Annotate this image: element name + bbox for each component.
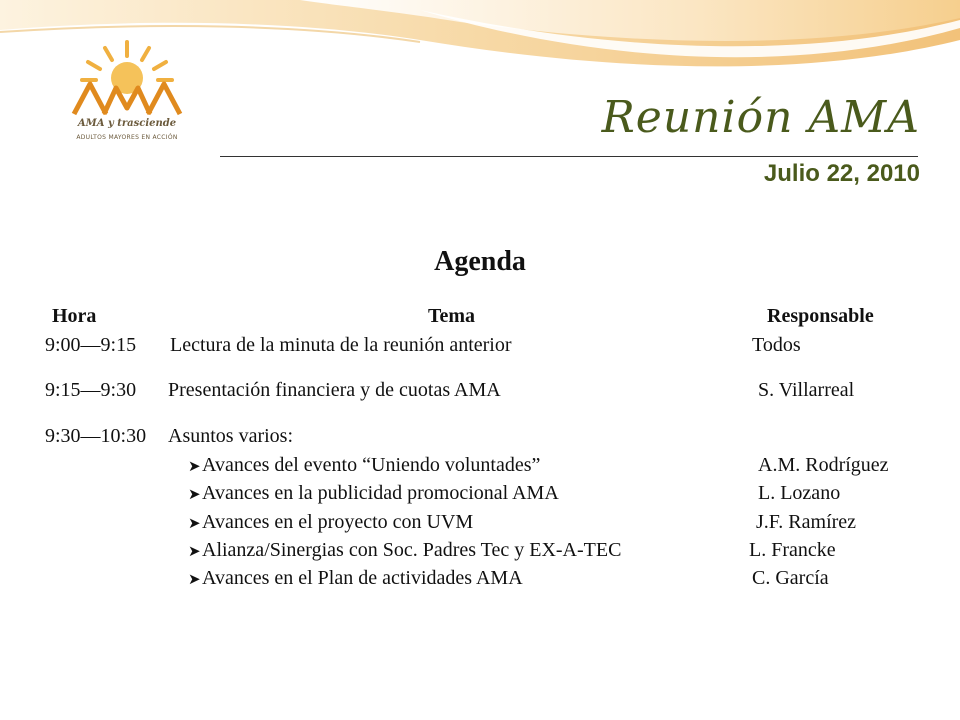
page-title: Reunión AMA bbox=[601, 92, 920, 143]
column-header-topic: Tema bbox=[428, 305, 476, 327]
agenda-time: 9:15—9:30 bbox=[45, 379, 137, 401]
arrow-bullet-icon: ➤ bbox=[188, 459, 201, 475]
meeting-date: Julio 22, 2010 bbox=[763, 160, 920, 187]
agenda-topic: Presentación financiera y de cuotas AMA bbox=[168, 379, 501, 401]
agenda-topic: Lectura de la minuta de la reunión anterior bbox=[170, 334, 512, 356]
agenda-time: 9:00—9:15 bbox=[45, 334, 137, 356]
subitem-topic: Alianza/Sinergias con Soc. Padres Tec y EX-A-TEC bbox=[202, 539, 622, 561]
sun-rays-icon bbox=[82, 42, 172, 94]
subitem-responsible: L. Lozano bbox=[758, 482, 841, 504]
column-header-responsible: Responsable bbox=[767, 305, 874, 327]
subitem-responsible: C. García bbox=[752, 567, 829, 589]
header-divider bbox=[220, 156, 918, 157]
subitem-topic: Avances en la publicidad promocional AMA bbox=[202, 482, 559, 504]
logo-brand-text: AMA y trasciende bbox=[77, 118, 177, 129]
agenda-time: 9:30—10:30 bbox=[45, 425, 147, 447]
logo-tagline: ADULTOS MAYORES EN ACCIÓN bbox=[76, 134, 178, 141]
subitem-responsible: J.F. Ramírez bbox=[756, 511, 857, 533]
subitem-topic: Avances en el proyecto con UVM bbox=[202, 511, 474, 533]
subitem-topic: Avances del evento “Uniendo voluntades” bbox=[202, 454, 541, 476]
arrow-bullet-icon: ➤ bbox=[188, 487, 201, 503]
subitem-responsible: A.M. Rodríguez bbox=[758, 454, 889, 476]
subitem-responsible: L. Francke bbox=[749, 539, 836, 561]
agenda-responsible: S. Villarreal bbox=[758, 379, 855, 401]
agenda-topic: Asuntos varios: bbox=[168, 425, 293, 447]
agenda-responsible: Todos bbox=[752, 334, 801, 356]
ama-logo bbox=[60, 38, 194, 150]
column-header-time: Hora bbox=[52, 305, 97, 327]
arrow-bullet-icon: ➤ bbox=[188, 544, 201, 560]
arrow-bullet-icon: ➤ bbox=[188, 572, 201, 588]
arrow-bullet-icon: ➤ bbox=[188, 516, 201, 532]
subitem-topic: Avances en el Plan de actividades AMA bbox=[202, 567, 523, 589]
agenda-title: Agenda bbox=[434, 246, 526, 277]
